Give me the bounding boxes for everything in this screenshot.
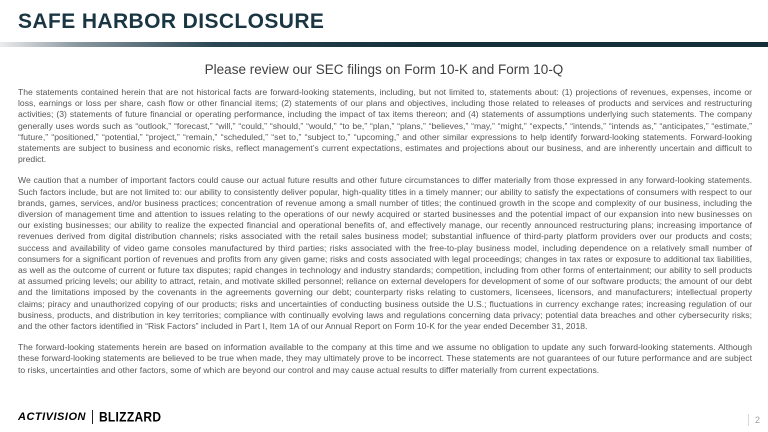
- activision-logo: ACTIVISION: [18, 411, 86, 423]
- title-divider-bar: [0, 42, 768, 47]
- page-number-rule: [748, 414, 749, 426]
- blizzard-logo: BLIZZARD: [98, 408, 162, 426]
- disclosure-body: [18, 87, 752, 376]
- footer-logos: [18, 410, 161, 424]
- page-number: 2: [754, 415, 760, 425]
- paragraph-risk-factors: We caution that a number of important factors could cause our actual future results and other future circumstances to differ materially from those expressed in any forward-looking statements. Such factors include, but are not limited to: our ability to consistently deliver popular, high-quality titles in a timely manner; our ability to satisfy the expectations of consumers with respect to our brands, games, services, and/or business practices; concentration of revenue among a small number of titles; the continued growth in the scope and complexity of our business, including the diversion of management time and attention to issues relating to the operations of our newly acquired or started businesses and the potential impact of our expansion into new businesses on our existing businesses; our ability to realize the expected financial and operational benefits of, and effectively manage, our recently announced restructuring plans; increasing importance of revenues derived from digital distribution channels; risks associated with the retail sales business model; substantial influence of third-party platform providers over our products and costs; success and availability of video game consoles manufactured by third parties; risks associated with the free-to-play business model, including dependence on a relatively small number of consumers for a significant portion of revenues and profits from any given game; risks and costs associated with legal proceedings; changes in tax rates or exposure to additional tax liabilities, as well as the outcome of current or future tax disputes; rapid changes in technology and industry standards; competition, including from other forms of entertainment; our ability to sell products at assumed pricing levels; our ability to attract, retain, and motivate skilled personnel; reliance on external developers for development of some of our software products; the amount of our debt and the limitations imposed by the covenants in the agreements governing our debt; counterparty risks relating to customers, licensees, licensors, and manufacturers; intellectual property claims; piracy and unauthorized copying of our products; risks and uncertainties of conducting business outside the U.S.; fluctuations in currency exchange rates; increasing regulation of our business, products, and distribution in key territories; compliance with continually evolving laws and regulations concerning data privacy; potential data breaches and other cybersecurity risks; and the other factors identified in “Risk Factors” included in Part I, Item 1A of our Annual Report on Form 10-K for the year ended December 31, 2018.: [18, 175, 752, 332]
- sec-filings-subtitle: Please review our SEC filings on Form 10-K and Form 10-Q: [204, 62, 564, 77]
- page-title: SAFE HARBOR DISCLOSURE: [18, 10, 325, 33]
- page-number-area: [748, 414, 760, 426]
- paragraph-forward-looking-statements: The statements contained herein that are not historical facts are forward-looking statements, including, but not limited to, statements about: (1) projections of revenues, expenses, income or loss, earnings or loss per share, cash flow or other financial items; (2) statements of our plans and objectives, including those related to releases of products and services and restructuring activities; (3) statements of future financial or operating performance, including the impact of tax items thereon; and (4) statements of assumptions underlying such statements. The company generally uses words such as “outlook,” “forecast,” “will,” “could,” “should,” “would,” “to be,” “plan,” “plans,” “believes,” “may,” “might,” “expects,” “intends,” “intends as,” “anticipates,” “estimate,” “future,” “positioned,” “potential,” “project,” “remain,” “scheduled,” “set to,” “subject to,” “upcoming,” and other similar expressions to help identify forward-looking statements. Forward-looking statements are subject to business and economic risks, reflect management’s current expectations, estimates and projections about our business, and are inherently uncertain and difficult to predict.: [18, 87, 752, 165]
- paragraph-no-obligation: The forward-looking statements herein are based on information available to the company at this time and we assume no obligation to update any such forward-looking statements. Although these forward-looking statements are believed to be true when made, they may ultimately prove to be incorrect. These statements are not guarantees of our future performance and are subject to risks, uncertainties and other factors, some of which are beyond our control and may cause actual results to differ materially from current expectations.: [18, 342, 752, 375]
- logo-divider: [92, 410, 93, 424]
